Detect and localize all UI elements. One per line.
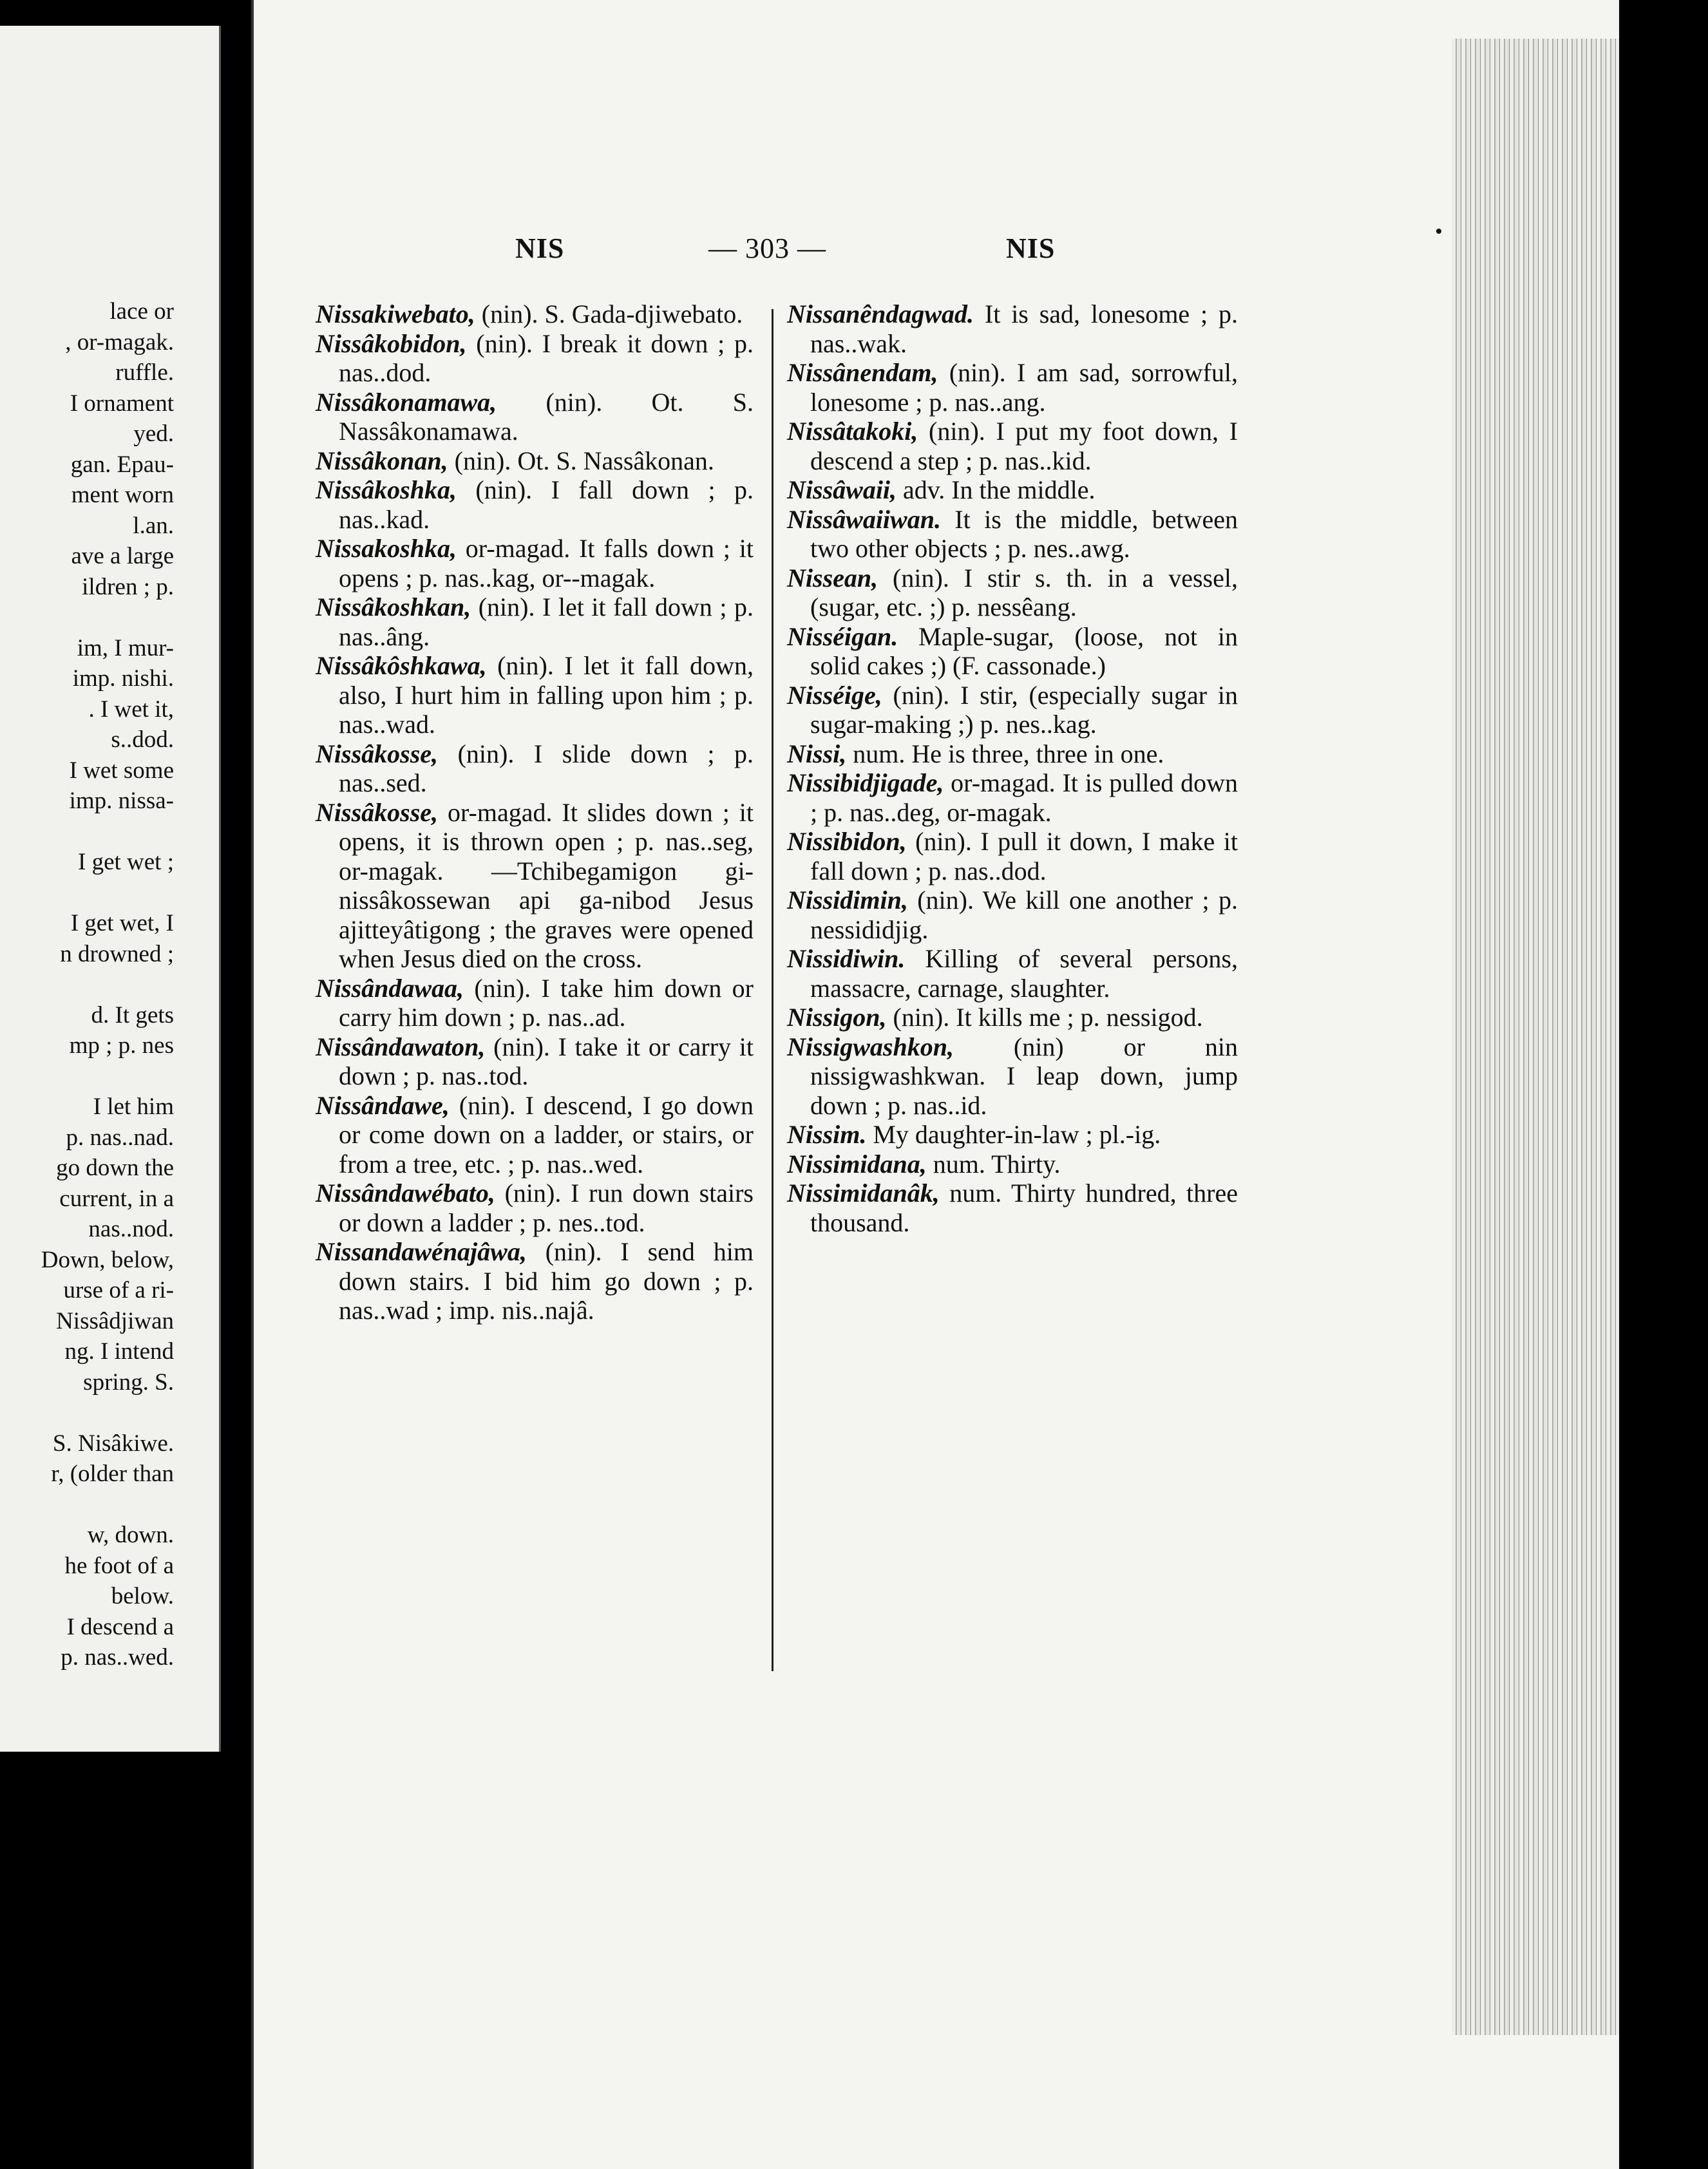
entry-definition: (nin). I let it fall down, also, I hurt him in falling upon him ; p. nas..wad.: [339, 651, 754, 739]
dictionary-entry: [787, 1150, 1238, 1179]
entry-headword: Nisséigan.: [787, 621, 898, 651]
entry-headword: Nissâkoshka,: [316, 475, 457, 504]
entry-definition: It is sad, lonesome ; p. nas..wak.: [810, 299, 1238, 358]
entry-headword: Nissidiwin.: [787, 944, 906, 973]
fragment-line: ildren ; p.: [82, 573, 174, 600]
fragment-line: go down the: [56, 1155, 174, 1181]
entry-headword: Nissâkôshkawa,: [316, 651, 487, 680]
page-number: — 303 —: [708, 232, 826, 264]
dictionary-entry: [316, 534, 754, 592]
dictionary-entry: [787, 739, 1238, 769]
dictionary-entry: [787, 564, 1238, 622]
fragment-line: , or-magak.: [65, 328, 174, 355]
dictionary-column-left: [316, 299, 754, 1325]
dictionary-entry: [316, 798, 754, 974]
entry-definition: (nin). I fall down ; p. nas..kad.: [339, 475, 754, 534]
entry-headword: Nissândawaton,: [316, 1032, 486, 1061]
fragment-line: w, down.: [87, 1522, 174, 1548]
entry-definition: My daughter-in-law ; pl.-ig.: [866, 1120, 1161, 1149]
entry-headword: Nissigon,: [787, 1003, 887, 1032]
entry-headword: Nissanêndagwad.: [787, 299, 974, 328]
dictionary-entry: [316, 299, 754, 329]
dictionary-entry: [787, 475, 1238, 505]
entry-definition: num. He is three, three in one.: [846, 739, 1164, 768]
entry-headword: Nisséige,: [787, 680, 882, 710]
dictionary-entry: [787, 1120, 1238, 1150]
fragment-line: I get wet, I: [70, 910, 174, 936]
fragment-line: ave a large: [71, 543, 174, 569]
fragment-line: spring. S.: [83, 1369, 174, 1396]
entry-headword: Nissâkoshkan,: [316, 592, 471, 621]
dictionary-entry: [787, 681, 1238, 739]
header-right-guide-word: NIS: [1006, 232, 1056, 264]
dictionary-entry: [316, 651, 754, 739]
fragment-line: p. nas..nad.: [66, 1124, 174, 1151]
fragment-line: p. nas..wed.: [61, 1644, 174, 1671]
entry-headword: Nissibidon,: [787, 827, 907, 856]
dictionary-entry: [316, 974, 754, 1032]
entry-headword: Nissânendam,: [787, 358, 938, 387]
dictionary-entry: [316, 1179, 754, 1237]
entry-definition: (nin). I am sad, sorrowful, lonesome ; p. nas..ang.: [810, 358, 1238, 417]
fragment-line: below.: [111, 1583, 174, 1609]
dictionary-entry: [316, 592, 754, 651]
entry-headword: Nissâwaii,: [787, 475, 897, 504]
dictionary-entry: [787, 827, 1238, 886]
entry-definition: or-magad. It falls down ; it opens ; p. nas..kag, or--magak.: [339, 534, 754, 592]
ink-speck: [1436, 229, 1441, 234]
entry-headword: Nissidimin,: [787, 886, 908, 914]
fragment-line: yed.: [133, 421, 174, 447]
entry-headword: Nissibidjigade,: [787, 768, 944, 797]
entry-headword: Nissândawe,: [316, 1090, 450, 1120]
entry-headword: Nissimidana,: [787, 1149, 927, 1179]
fragment-line: imp. nishi.: [72, 665, 174, 692]
fragment-line: current, in a: [59, 1185, 174, 1212]
entry-definition: (nin). S. Gada-djiwebato.: [475, 299, 743, 328]
entry-definition: (nin). I take him down or carry him down ; p. nas..ad.: [339, 973, 754, 1032]
entry-definition: (nin). I slide down ; p. nas..sed.: [339, 739, 754, 797]
running-header: [0, 232, 1708, 277]
dictionary-entry: [787, 886, 1238, 944]
entry-headword: Nissândawébato,: [316, 1179, 495, 1208]
entry-definition: (nin). I stir s. th. in a vessel, (sugar, etc. ;) p. nessêang.: [810, 563, 1238, 621]
fragment-line: ruffle.: [115, 359, 174, 386]
entry-headword: Nissâtakoki,: [787, 417, 918, 446]
entry-headword: Nissimidanâk,: [787, 1179, 940, 1208]
entry-definition: It is the middle, between two other objects ; p. nes..awg.: [810, 504, 1238, 563]
dictionary-entry: [787, 358, 1238, 417]
entry-definition: (nin). It kills me ; p. nessigod.: [886, 1003, 1203, 1032]
entry-definition: (nin). I run down stairs or down a ladder ; p. nes..tod.: [339, 1179, 754, 1237]
dictionary-entry: [316, 1237, 754, 1325]
dictionary-entry: [787, 944, 1238, 1003]
dictionary-entry: [316, 475, 754, 534]
entry-definition: adv. In the middle.: [897, 475, 1096, 504]
entry-definition: Maple-sugar, (loose, not in solid cakes ;) (F. cassonade.): [810, 621, 1238, 680]
fragment-line: I wet some: [69, 757, 174, 784]
dictionary-entry: [316, 1091, 754, 1179]
fragment-line: gan. Epau-: [70, 451, 174, 478]
entry-definition: (nin). I put my foot down, I descend a step ; p. nas..kid.: [810, 417, 1238, 475]
fragment-line: ng. I intend: [64, 1338, 174, 1365]
dictionary-entry: [787, 1179, 1238, 1237]
dictionary-entry: [787, 299, 1238, 358]
entry-definition: or-magad. It slides down ; it opens, it is thrown open ; p. nas..seg, or-magak. —Tchibegamigon gi-nissâkossewan api ga-nibod Jesus ajitteyâtigong ; the graves were opened when Jesus died on the cross.: [339, 797, 754, 973]
entry-headword: Nissâkonan,: [316, 446, 448, 475]
dictionary-column-right: [787, 299, 1238, 1237]
fragment-line: ment worn: [71, 482, 174, 508]
fragment-line: n drowned ;: [60, 940, 174, 967]
entry-headword: Nissandawénajâwa,: [316, 1237, 527, 1266]
dictionary-entry: [787, 1003, 1238, 1032]
fragment-line: s..dod.: [111, 726, 174, 753]
entry-headword: Nissigwashkon,: [787, 1032, 954, 1061]
entry-definition: or-magad. It is pulled down ; p. nas..deg, or-magak.: [810, 768, 1238, 827]
entry-headword: Nissâwaiiwan.: [787, 504, 941, 534]
entry-definition: (nin). I let it fall down ; p. nas..âng.: [339, 592, 754, 651]
fragment-line: Down, below,: [41, 1246, 174, 1273]
entry-definition: (nin). I pull it down, I make it fall down ; p. nas..dod.: [810, 827, 1238, 886]
dictionary-entry: [787, 622, 1238, 681]
fragment-line: urse of a ri-: [63, 1277, 174, 1303]
dictionary-entry: [316, 329, 754, 388]
fragment-line: I let him: [93, 1094, 174, 1120]
entry-definition: Killing of several persons, massacre, carnage, slaughter.: [810, 944, 1238, 1003]
fragment-line: l.an.: [133, 512, 174, 539]
dictionary-entry: [316, 388, 754, 446]
dictionary-entry: [316, 446, 754, 476]
fragment-line: d. It gets: [91, 1001, 174, 1028]
fragment-line: imp. nissa-: [69, 788, 174, 814]
fragment-line: nas..nod.: [88, 1216, 174, 1242]
fragment-line: he foot of a: [64, 1552, 174, 1579]
fragment-line: mp ; p. nes: [69, 1032, 174, 1059]
entry-definition: (nin). We kill one another ; p. nessididjig.: [810, 886, 1238, 944]
entry-definition: num. Thirty hundred, three thousand.: [810, 1179, 1238, 1237]
entry-headword: Nissi,: [787, 739, 847, 768]
fragment-line: I get wet ;: [78, 849, 174, 875]
fragment-line: . I wet it,: [88, 696, 174, 723]
column-divider: [772, 309, 773, 1671]
fragment-line: I ornament: [70, 390, 174, 417]
entry-headword: Nissim.: [787, 1120, 867, 1149]
entry-definition: num. Thirty.: [926, 1149, 1061, 1179]
fragment-line: lace or: [109, 298, 174, 325]
entry-definition: (nin) or nin nissigwashkwan. I leap down, jump down ; p. nas..id.: [810, 1032, 1238, 1120]
fragment-line: I descend a: [66, 1613, 174, 1640]
header-left-guide-word: NIS: [515, 232, 565, 264]
dictionary-entry: [316, 739, 754, 798]
dictionary-entry: [787, 505, 1238, 564]
entry-definition: (nin). Ot. S. Nassâkonamawa.: [339, 387, 754, 446]
facing-page-fragment: [0, 26, 221, 1752]
entry-definition: (nin). I send him down stairs. I bid him go down ; p. nas..wad ; imp. nis..najâ.: [339, 1237, 754, 1325]
entry-definition: (nin). I stir, (especially sugar in sugar-making ;) p. nes..kag.: [810, 680, 1238, 739]
fragment-line: r, (older than: [51, 1461, 174, 1487]
entry-headword: Nissâkosse,: [316, 797, 439, 827]
entry-headword: Nissean,: [787, 563, 878, 592]
fragment-line: Nissâdjiwan: [56, 1307, 174, 1334]
entry-definition: (nin). I break it down ; p. nas..dod.: [339, 328, 754, 387]
entry-headword: Nissakiwebato,: [316, 299, 475, 328]
entry-headword: Nissakoshka,: [316, 534, 457, 563]
entry-headword: Nissâkonamawa,: [316, 387, 497, 417]
fragment-line: S. Nisâkiwe.: [52, 1430, 174, 1457]
dictionary-entry: [316, 1032, 754, 1091]
fragment-line: im, I mur-: [77, 634, 174, 661]
page-edges-stack: [1452, 39, 1619, 2035]
dictionary-entry: [787, 417, 1238, 475]
entry-definition: (nin). Ot. S. Nassâkonan.: [448, 446, 714, 475]
entry-headword: Nissâkobidon,: [316, 328, 467, 358]
entry-headword: Nissâkosse,: [316, 739, 439, 768]
entry-headword: Nissândawaa,: [316, 973, 464, 1003]
entry-definition: (nin). I descend, I go down or come down on a ladder, or stairs, or from a tree, etc. ; p. nas..wed.: [339, 1090, 754, 1179]
dictionary-entry: [787, 768, 1238, 827]
dictionary-entry: [787, 1032, 1238, 1121]
entry-definition: (nin). I take it or carry it down ; p. nas..tod.: [339, 1032, 754, 1090]
